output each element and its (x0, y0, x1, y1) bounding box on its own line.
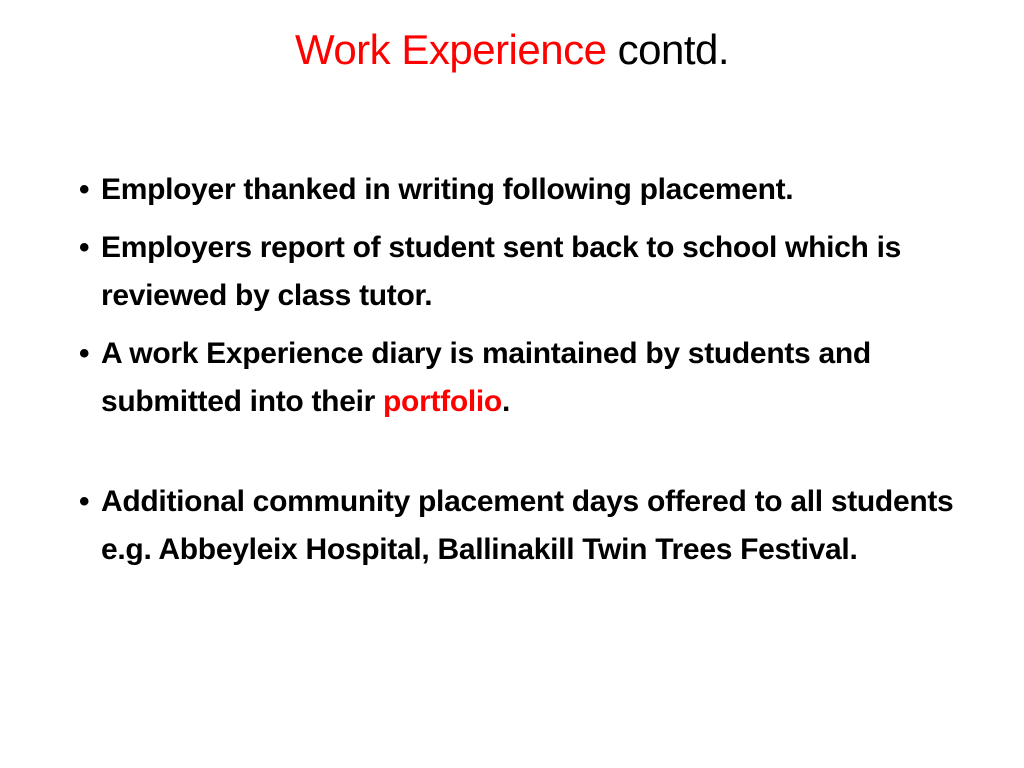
bullet-item (79, 166, 979, 214)
bullet-dot-icon: • (79, 173, 90, 206)
bullet-item (79, 224, 979, 320)
bullet-item (79, 330, 979, 426)
slide-title (0, 22, 1024, 78)
bullet-dot-icon: • (79, 337, 90, 370)
bullet-text-end: . (501, 385, 511, 418)
bullet-dot-icon: • (79, 485, 90, 518)
title-accent-text: Work Experience (294, 26, 607, 73)
bullet-text: A work Experience diary is maintained by students and submitted into their (101, 337, 871, 418)
bullet-list (79, 166, 979, 584)
highlighted-word: portfolio (383, 385, 502, 418)
bullet-text: Employers report of student sent back to school which is reviewed by class tutor. (101, 231, 902, 312)
bullet-item (79, 478, 979, 574)
title-rest-text: contd. (606, 26, 730, 73)
bullet-dot-icon: • (79, 231, 90, 264)
bullet-text: Additional community placement days offered to all students e.g. Abbeyleix Hospital, Ballinakill Twin Trees Festival. (101, 485, 954, 566)
bullet-text: Employer thanked in writing following placement. (101, 173, 794, 206)
